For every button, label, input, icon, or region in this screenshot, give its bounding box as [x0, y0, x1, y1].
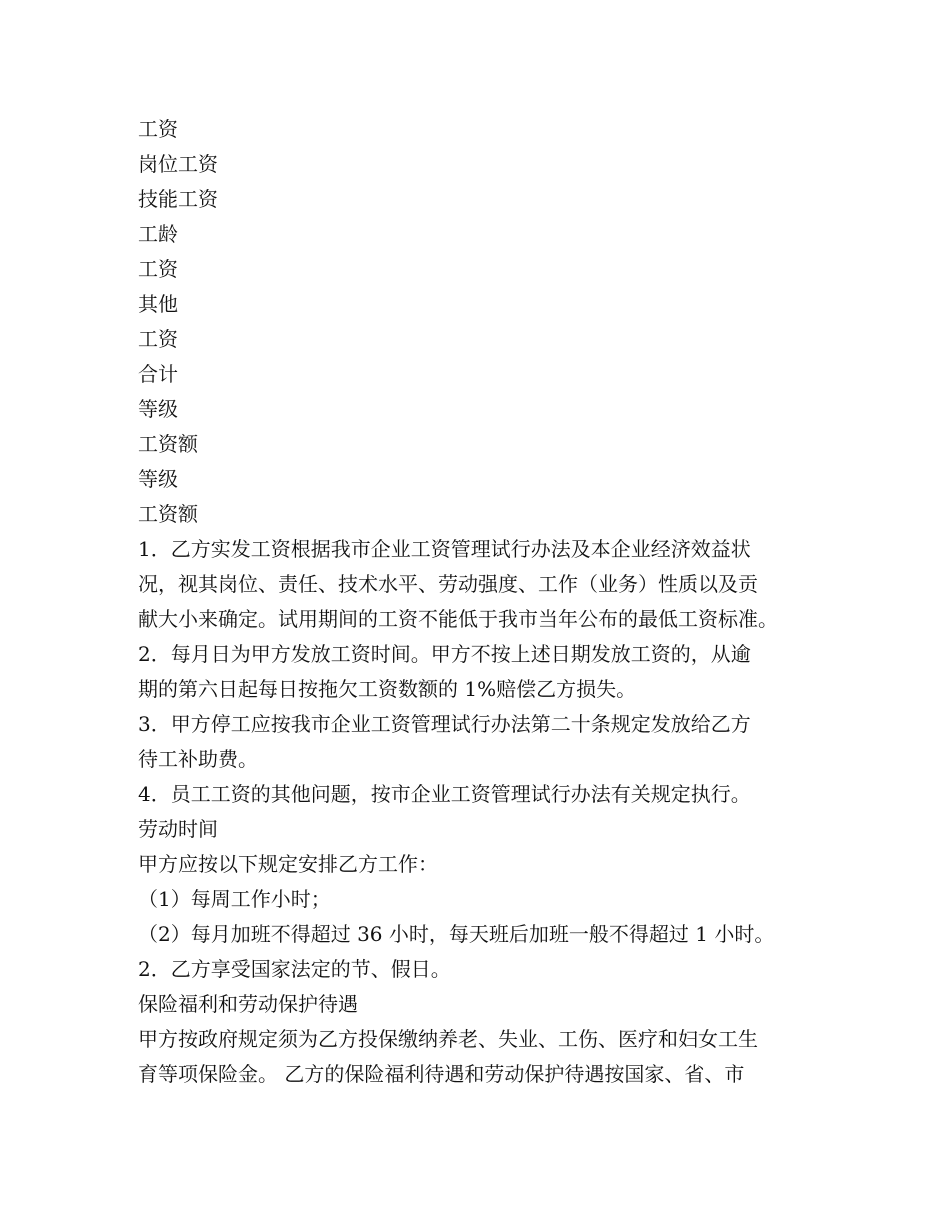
- text-line: 况，视其岗位、责任、技术水平、劳动强度、工作（业务）性质以及贡: [138, 572, 758, 596]
- table-label: 技能工资: [138, 187, 218, 211]
- document-body: [138, 112, 838, 1092]
- text-line: 期的第六日起每日按拖欠工资数额的 1%赔偿乙方损失。: [138, 677, 637, 701]
- section-heading-insurance: [138, 987, 838, 1022]
- text-line: （2）每月加班不得超过 36 小时，每天班后加班一般不得超过 1 小时。: [138, 922, 775, 946]
- table-label: 工资: [138, 257, 178, 281]
- table-label: 工资额: [138, 502, 198, 526]
- table-label: 岗位工资: [138, 152, 218, 176]
- table-label: 工资: [138, 327, 178, 351]
- text-line: 2．乙方享受国家法定的节、假日。: [138, 957, 451, 981]
- table-label: 等级: [138, 467, 178, 491]
- paragraph-work-arrangement: [138, 847, 838, 882]
- section-heading: 保险福利和劳动保护待遇: [138, 992, 358, 1016]
- text-line: 3．甲方停工应按我市企业工资管理试行办法第二十条规定发放给乙方: [138, 712, 751, 736]
- paragraph-pay-date: [138, 637, 838, 707]
- table-label: 等级: [138, 397, 178, 421]
- text-line: 育等项保险金。 乙方的保险福利待遇和劳动保护待遇按国家、省、市: [138, 1062, 745, 1086]
- paragraph-work-stoppage: [138, 707, 838, 777]
- paragraph-other-wage-issues: [138, 777, 838, 812]
- list-item-overtime: [138, 917, 838, 952]
- paragraph-insurance: [138, 1022, 838, 1092]
- text-line: 甲方按政府规定须为乙方投保缴纳养老、失业、工伤、医疗和妇女工生: [138, 1027, 758, 1051]
- text-line: 2．每月日为甲方发放工资时间。甲方不按上述日期发放工资的，从逾: [138, 642, 751, 666]
- section-heading-working-hours: [138, 812, 838, 847]
- list-item-weekly-hours: [138, 882, 838, 917]
- text-line: 1．乙方实发工资根据我市企业工资管理试行办法及本企业经济效益状: [138, 537, 751, 561]
- text-line: 献大小来确定。试用期间的工资不能低于我市当年公布的最低工资标准。: [138, 607, 778, 631]
- table-label: 其他: [138, 292, 178, 316]
- table-label: 工龄: [138, 222, 178, 246]
- text-line: （1）每周工作小时；: [138, 887, 331, 911]
- section-heading: 劳动时间: [138, 817, 218, 841]
- table-label: 工资: [138, 117, 178, 141]
- table-label: 合计: [138, 362, 178, 386]
- salary-table-labels: [138, 112, 838, 532]
- text-line: 4．员工工资的其他问题，按市企业工资管理试行办法有关规定执行。: [138, 782, 751, 806]
- paragraph-holidays: [138, 952, 838, 987]
- table-label: 工资额: [138, 432, 198, 456]
- paragraph-wage-basis: [138, 532, 838, 637]
- text-line: 待工补助费。: [138, 747, 258, 771]
- text-line: 甲方应按以下规定安排乙方工作：: [138, 852, 438, 876]
